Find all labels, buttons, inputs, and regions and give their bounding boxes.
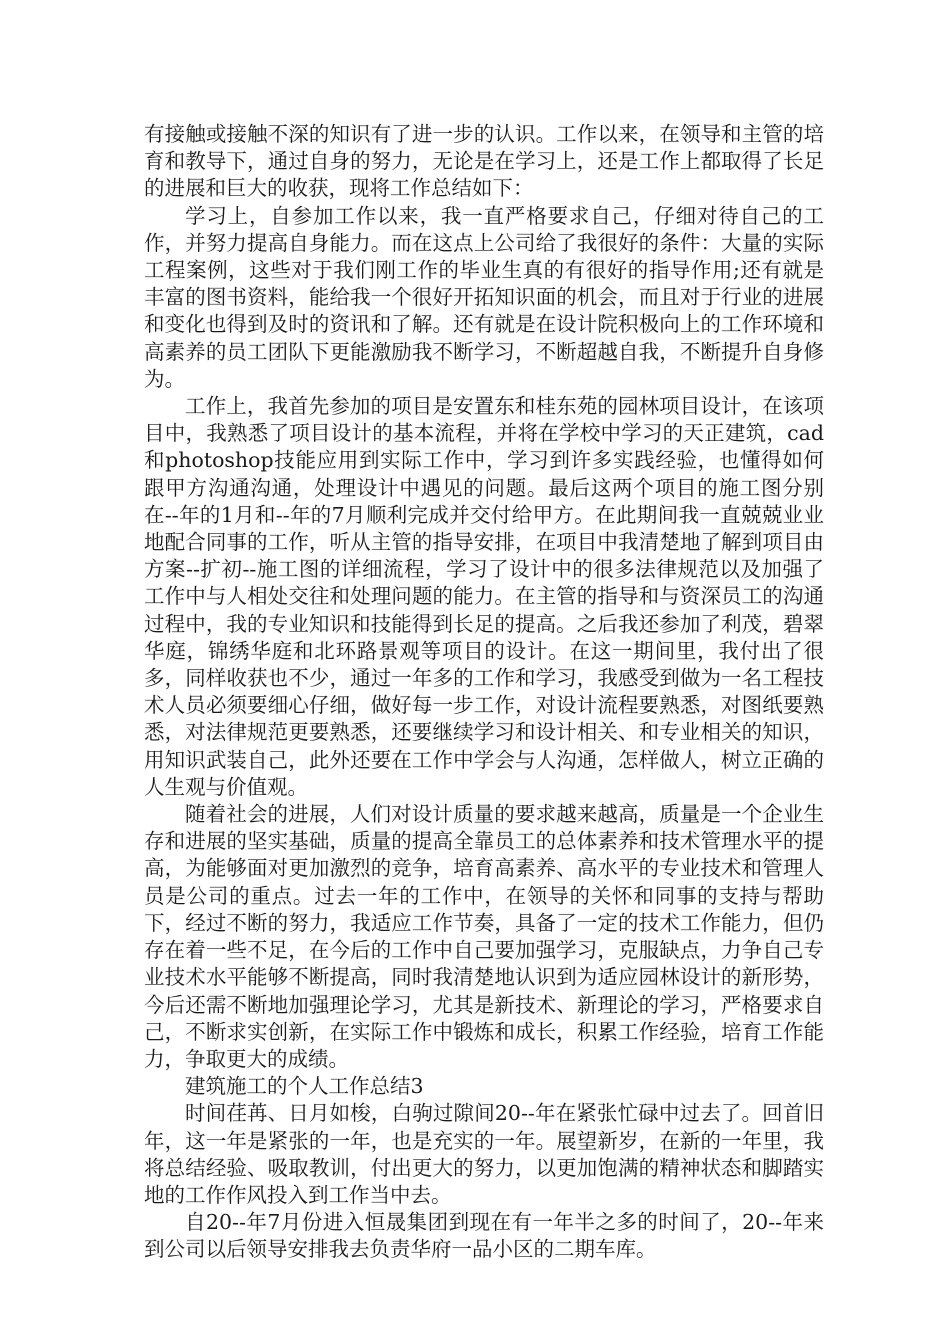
paragraph-intro: 有接触或接触不深的知识有了进一步的认识。工作以来，在领导和主管的培育和教导下，通过自身的努力，无论是在学习上，还是工作上都取得了长足的进展和巨大的收获，现将工作总结如下： <box>144 122 824 201</box>
paragraph-review: 时间荏苒、日月如梭，白驹过隙间20--年在紧张忙碌中过去了。回首旧年，这一年是紧张的一年，也是充实的一年。展望新岁，在新的一年里，我将总结经验、吸取教训，付出更大的努力，以更加饱满的精神状态和脚踏实地的工作作风投入到工作当中去。 <box>144 1101 824 1207</box>
paragraph-work: 工作上，我首先参加的项目是安置东和桂东苑的园林项目设计，在该项目中，我熟悉了项目设计的基本流程，并将在学校中学习的天正建筑，cad和photoshop技能应用到实际工作中，学习到许多实践经验，也懂得如何跟甲方沟通沟通，处理设计中遇见的问题。最后这两个项目的施工图分别在--年的1月和--年的7月顺利完成并交付给甲方。在此期间我一直兢兢业业地配合同事的工作，听从主管的指导安排，在项目中我清楚地了解到项目由方案--扩初--施工图的详细流程，学习了设计中的很多法律规范以及加强了工作中与人相处交往和处理问题的能力。在主管的指导和与资深员工的沟通过程中，我的专业知识和技能得到长足的提高。之后我还参加了利茂，碧翠华庭，锦绣华庭和北环路景观等项目的设计。在这一期间里，我付出了很多，同样收获也不少，通过一年多的工作和学习，我感受到做为一名工程技术人员必须要细心仔细，做好每一步工作，对设计流程要熟悉，对图纸要熟悉，对法律规范更要熟悉，还要继续学习和设计相关、和专业相关的知识，用知识武装自己，此外还要在工作中学会与人沟通，怎样做人，树立正确的人生观与价值观。 <box>144 394 824 799</box>
section-heading: 建筑施工的个人工作总结3 <box>185 1074 424 1099</box>
paragraph-quality: 随着社会的进展，人们对设计质量的要求越来越高，质量是一个企业生存和进展的坚实基础，质量的提高全靠员工的总体素养和技术管理水平的提高，为能够面对更加激烈的竞争，培育高素养、高水平的专业技术和管理人员是公司的重点。过去一年的工作中，在领导的关怀和同事的支持与帮助下，经过不断的努力，我适应工作节奏，具备了一定的技术工作能力，但仍存在着一些不足，在今后的工作中自己要加强学习，克服缺点，力争自己专业技术水平能够不断提高，同时我清楚地认识到为适应园林设计的新形势，今后还需不断地加强理论学习，尤其是新技术、新理论的学习，严格要求自己，不断求实创新，在实际工作中锻炼和成长，积累工作经验，培育工作能力，争取更大的成绩。 <box>144 802 824 1071</box>
document-body <box>144 121 824 1264</box>
paragraph-study: 学习上，自参加工作以来，我一直严格要求自己，仔细对待自己的工作，并努力提高自身能力。而在这点上公司给了我很好的条件：大量的实际工程案例，这些对于我们刚工作的毕业生真的有很好的指导作用;还有就是丰富的图书资料，能给我一个很好开拓知识面的机会，而且对于行业的进展和变化也得到及时的资讯和了解。还有就是在设计院积极向上的工作环境和高素养的员工团队下更能激励我不断学习，不断超越自我，不断提升自身修为。 <box>144 203 824 391</box>
paragraph-join: 自20--年7月份进入恒晟集团到现在有一年半之多的时间了，20--年来到公司以后领导安排我去负责华府一品小区的二期车库。 <box>144 1210 824 1262</box>
